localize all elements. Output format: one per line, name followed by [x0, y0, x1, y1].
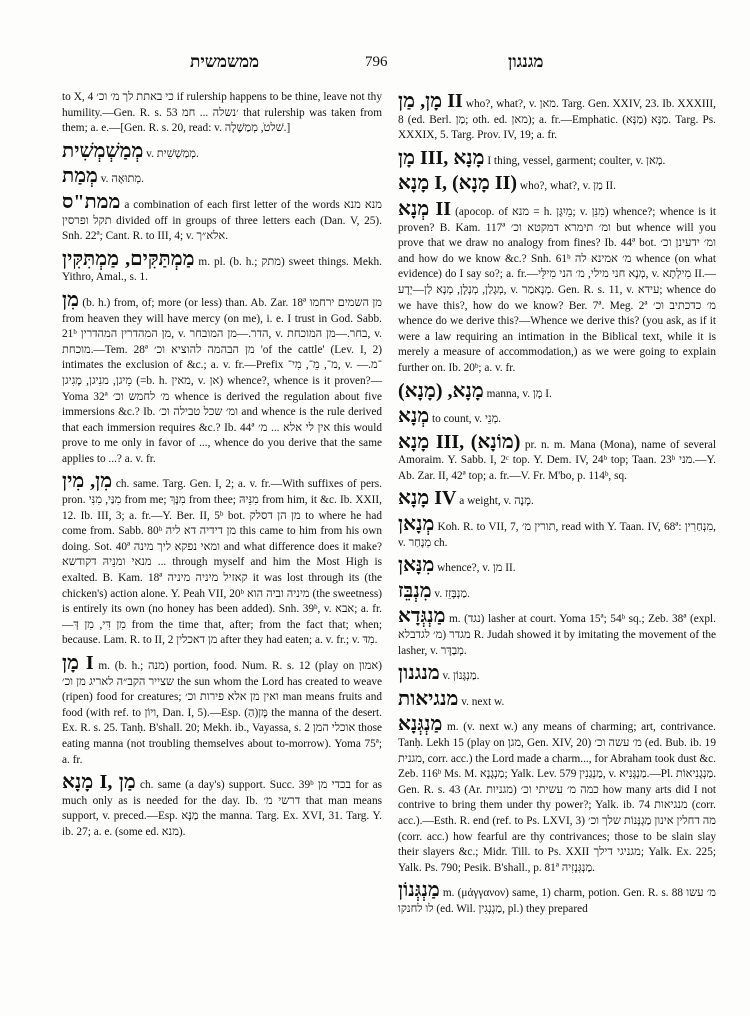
page-number: 796 — [365, 54, 388, 70]
dictionary-entry — [398, 90, 716, 144]
entry-body: (b. h.) from, of; more (or less) than. Ab. Zar. 18ª מן השמים ירחמו from heaven they will have mercy (on me), i. e. I trust in God. Sabb. 21ᵇ מן המהדרין המהדרין, v. הדר.—מן המובחר, v. בחר.—מן המוכחת, v. מוכחת.—Tem. 28ª מן הבהמה להוציא וכ׳ 'of the cattle' (Lev. I, 2) intimates the exclusion of &c.; a. v. fr.—Prefix מ־, מֵ־, מִי־, v. ־מ.—מֵיגן, מנִיגן, מָגִיגן (=b. h. מאין, v. אן) whence?, whence is it proven?—Yoma 32ª מ׳ לחמש וכ׳ whence is derived the regulation about five immersions &c.? Ib. ומ׳ שכל טבילה וכ׳ and whence is the rule derived that each immersion requires &c.? Ib. 44ª אין לי אלא ... מ׳ this would prove to me only in favor of ..., whence do you derive that the same applies to ...? a. v. fr. — [62, 296, 382, 465]
dictionary-entry — [62, 289, 382, 468]
entry-body: m. (μάγγανον) same, 1) charm, potion. Gen. R. s. 88 מ׳ עשו לו לחנקו (ed. Wil. מַגְנְגִין, pl.) they prepared — [398, 887, 716, 915]
page-header — [60, 52, 700, 76]
dictionary-entry — [398, 513, 716, 551]
entry-headword: מִן, מִין — [62, 470, 113, 493]
entry-body: v. next w. — [461, 695, 505, 708]
entry-body: m. (נגד) lasher at court. Yoma 15ª; 54ᵇ sq.; Zeb. 38ª (expl. מ׳ לגדבלא) מגדר R. Judah showed it by imitating the movement of the lasher, v. מְבַדָּר. — [398, 613, 716, 657]
entry-body: ch. same (a day's) support. Succ. 39ᵇ בכדי מן for as much only as is needed for the day. Ib. דרשי מ׳ that man means support, v. preced.—Esp. מַנָּא the manna. Targ. Ex. XVI, 31. Targ. Y. ib. 27; a. e. (some ed. מנא). — [62, 779, 382, 838]
entry-body: I thing, vessel, garment; coulter, v. מָאן. — [487, 154, 666, 167]
dictionary-entry — [398, 405, 716, 428]
dictionary-entry — [398, 487, 716, 510]
entry-headword: מַנְגְּנוֹן — [398, 879, 440, 902]
entry-body: ch. same. Targ. Gen. I, 2; a. v. fr.—With suffixes of pers. pron. מִנַּי, מִנִּי from me; מִנָּךְ from thee; מִנֵּיהּ from him, it &c. Ib. XXII, 12. Ib. III, 3; a. fr.—Y. Ber. II, 5ᵇ bot. מן הן דסלק to where he had come from. Sabb. 80ᵇ מן דידיה דא ליה this came to him from his own doing. Sot. 40ª ומאי נפקא ליך מינה and what difference does it make? מנאי ומנֵיהּ דקודשא ... through myself and him the Most High is exalted. B. Kam. 18ª קאזיל מיניה מיניה it was lost through its (the chicken's) action alone. Y. Peah VII, 20ᵇ מיניה וביה הוא (the sweetness) is entirely its own (no honey has been added). Snh. 39ᵇ, v. אבא; a. fr.—מִן דִּי, מִן דְּ from the time that, after; from the fact that; when; because. Lam. R. to II, 2 מן דאכלין after they had eaten; a. v. fr.; v. מִדּ. — [62, 478, 382, 647]
entry-headword: מָן, מַן II — [398, 90, 463, 112]
entry-body: manna, v. מָן I. — [486, 387, 552, 400]
dictionary-entry — [62, 165, 382, 188]
entry-headword: מָנָא I, (מָנָא II) — [398, 172, 518, 195]
dictionary-entry — [398, 198, 716, 377]
entry-headword: מָנָא, (מָנָא) — [398, 379, 484, 402]
entry-headword: מְמַשְׁמְשִׁית — [62, 139, 144, 162]
right-running-headword: מגנגון — [508, 52, 544, 71]
entry-body: v. מְתוּאָה. — [100, 173, 144, 186]
entry-headword: מִנָּאן — [398, 554, 435, 577]
continuation-text: to X, 4 כי באתת לך מ׳ וכ׳ if rulership happens to be thine, leave not thy humility.—Gen. R. s. 53 ׳נשלה ... חמ that rulership was taken from them; a. e.—[Gen. R. s. 20, read: v. שׁלטׁ, מְמַשֶׁלָה.] — [62, 91, 382, 135]
entry-body: m. (b. h.; מנה) portion, food. Num. R. s. 12 (play on אמון) שצייר הקב״ה לאריג מן וכ׳ the sun whom the Lord has created to weave (ripen) food for creatures; ואין מן אלא פירות וכ׳ man means fruits and food (with ref. to ויוֹן, Dan. I, 5).—Esp. (הַ)מָּן the manna of the desert. Ex. R. s. 25. Tanḥ. B'shall. 20; Mekh. ib., Vayassa, s. 2 אוכלי המן those eating manna (not troubling themselves about to-morrow). Yoma 75ª; a. fr. — [62, 660, 382, 766]
dictionary-entry — [398, 713, 716, 876]
entry-headword: מִנְבֵּז — [398, 579, 432, 602]
dictionary-entry — [398, 554, 716, 577]
entry-body: whence?, v. מן II. — [437, 562, 516, 575]
dictionary-entry — [398, 147, 716, 170]
entry-body: to count, v. מְנֵי. — [432, 413, 502, 426]
entry-headword: מנגיאות — [398, 687, 459, 710]
entry-headword: מָן I — [62, 652, 94, 674]
dictionary-entry — [62, 140, 382, 163]
entry-headword: מַנְגְּדָא — [398, 605, 446, 628]
dictionary-entry — [398, 431, 716, 485]
entry-headword: מְנָא — [398, 405, 430, 428]
right-column — [398, 90, 716, 998]
entry-headword: ממת"ס — [62, 190, 121, 213]
dictionary-entry — [398, 605, 716, 659]
entry-body: who?, what?, v. מַן II. — [519, 180, 616, 193]
dictionary-entry — [398, 662, 716, 685]
entry-headword: מָנָא III, (מוֹנָא) — [398, 430, 521, 453]
dictionary-entry — [398, 879, 716, 917]
entry-body: m. (v. next w.) any means of charming; art, contrivance. Tanḥ. Lekh 15 (play on מגן, Gen. XIV, 20) מ׳ עשה וכ׳ (ed. Bub. ib. 19 מגנית, corr. acc.) the Lord made a charm..., for Abraham took dust &c. Zeb. 116ᵇ Ms. M. מַנְגָנָא; Yalk. Lev. 579 מַנְגַנִין, v. מַנְגָּנִיא.—Pl. מַנְגָנִיאוֹת. Gen. R. s. 43 (Ar. מגניות) כמה מ׳ עשיתי וכ׳ how many arts did I not contrive to bring them under thy power?; Yalk. ib. 74 מנגיאות (corr. acc.).—Esth. R. end (ref. to Ps. LXVI, 3) מה דחלין אינון מַגְנְּנוֹת שלך וכ׳ (corr. acc.) how fearful are thy contrivances; those to be slain slay their slayers &c.; Midr. Till. to Ps. XXII מגניגי דילך; Yalk. Ex. 225; Yalk. Ps. 790; Pesik. B'shall., p. 81ª מַנְגְּנָזִיה. — [398, 721, 716, 874]
dictionary-entry — [62, 771, 382, 840]
dictionary-entry — [62, 191, 382, 245]
entry-headword: מַנְגְּנָא — [398, 713, 443, 736]
entry-headword: מנגנון — [398, 662, 440, 685]
entry-headword: מַמְתַּקִּים, מַמְתִּקִּין — [62, 247, 195, 270]
entry-headword: מְנָאן — [398, 513, 435, 536]
entry-headword: מְנָא II — [398, 197, 452, 220]
left-running-headword: ממשמשית — [190, 52, 260, 71]
dictionary-entry — [62, 652, 382, 768]
entry-body: (apocop. of מנא = h. מֵיִגָּן; v. מִנִּן) whence?; whence is it proven? B. Kam. 117ª ומ׳ תימרא דמקטא וכ׳ but whence will you prove that we draw no analogy from fines? Ib. 44ª bot. ומ׳ ידעינן וכ׳ and how do we know &c.? Snh. 61ᵇ מ׳ אמינא לה whence (on what evidence) do I say so?; a. fr.—מְנָא חני מילי, מ׳ הני מִילֵּי, v. מִילְתָא II.—מְגָלַן, מְנָלָן, מְנָא לַן—יְדָע, v. מְנָאמַר. Gen. R. s. 11, v. עידא; whence do we have this?, how do we know? Ber. 7ª. Meg. 2ª מ׳ כדכתיב וכ׳ whence do we derive this?—Whence we derive this? (you ask, as if it were a law requiring an intimation in the Biblical text, while it is merely a measure of accommodation,) as we were going to explain further on. Ib. 20ᵇ; a. v. fr. — [398, 205, 716, 374]
entry-headword: מָנָא IV — [398, 487, 457, 510]
entry-body: v. מְמַשְׁשִׁית. — [146, 147, 199, 160]
dictionary-entry — [62, 470, 382, 649]
dictionary-entry — [398, 172, 716, 195]
entry-body: v. מַנְגָּנוֹן. — [442, 670, 480, 683]
entry-body: a weight, v. מָנֶה. — [459, 495, 534, 508]
entry-headword: מָן III, מָנָא — [398, 146, 485, 169]
dictionary-entry — [398, 580, 716, 603]
dictionary-entry — [398, 380, 716, 403]
entry-headword: מָנָא I, מַן — [62, 771, 136, 794]
entry-headword: מִן — [62, 288, 79, 311]
dictionary-entry — [398, 688, 716, 711]
dictionary-entry — [62, 248, 382, 286]
entry-body: who?, what?, v. מאן. Targ. Gen. XXIV, 23. Ib. XXXIII, 8 (ed. Berl. מַן; oth. ed. מאן); a. fr.—Emphatic. מַנָּא (מַנָּא). Targ. Ps. XXXIX, 5. Targ. Prov. IV, 19; a. fr. — [398, 98, 716, 142]
entry-headword: מְמַת — [62, 165, 98, 188]
entry-body: m. pl. (b. h.; מתק) sweet things. Mekh. Yithro, Amal., s. 1. — [62, 255, 382, 284]
entry-body: a combination of each first letter of the words מנא מנא תקל ופרסין divided off in groups of three letters each (Dan. V, 25). Snh. 22ª; Cant. R. to III, 4; v. אלא״ך. — [62, 198, 382, 243]
entry-body: v. מַנְבָּזֵז. — [434, 587, 470, 600]
entry-body: pr. n. m. Mana (Mona), name of several Amoraim. Y. Sabb. I, 2ᶜ top. Y. Dem. IV, 24ᵇ top; Taan. 23ᵇ מני.—Y. Ab. Zar. II, 42ª top; a. fr.—V. Fr. M'bo, p. 114ᵇ, sq. — [398, 438, 716, 482]
left-column — [62, 90, 382, 998]
entry-body: Koh. R. to VII, 7, תורין מ׳, read with Y. Taan. IV, 68ª: מִנְחַרִין, v. מְנָחַר ch. — [398, 521, 716, 549]
